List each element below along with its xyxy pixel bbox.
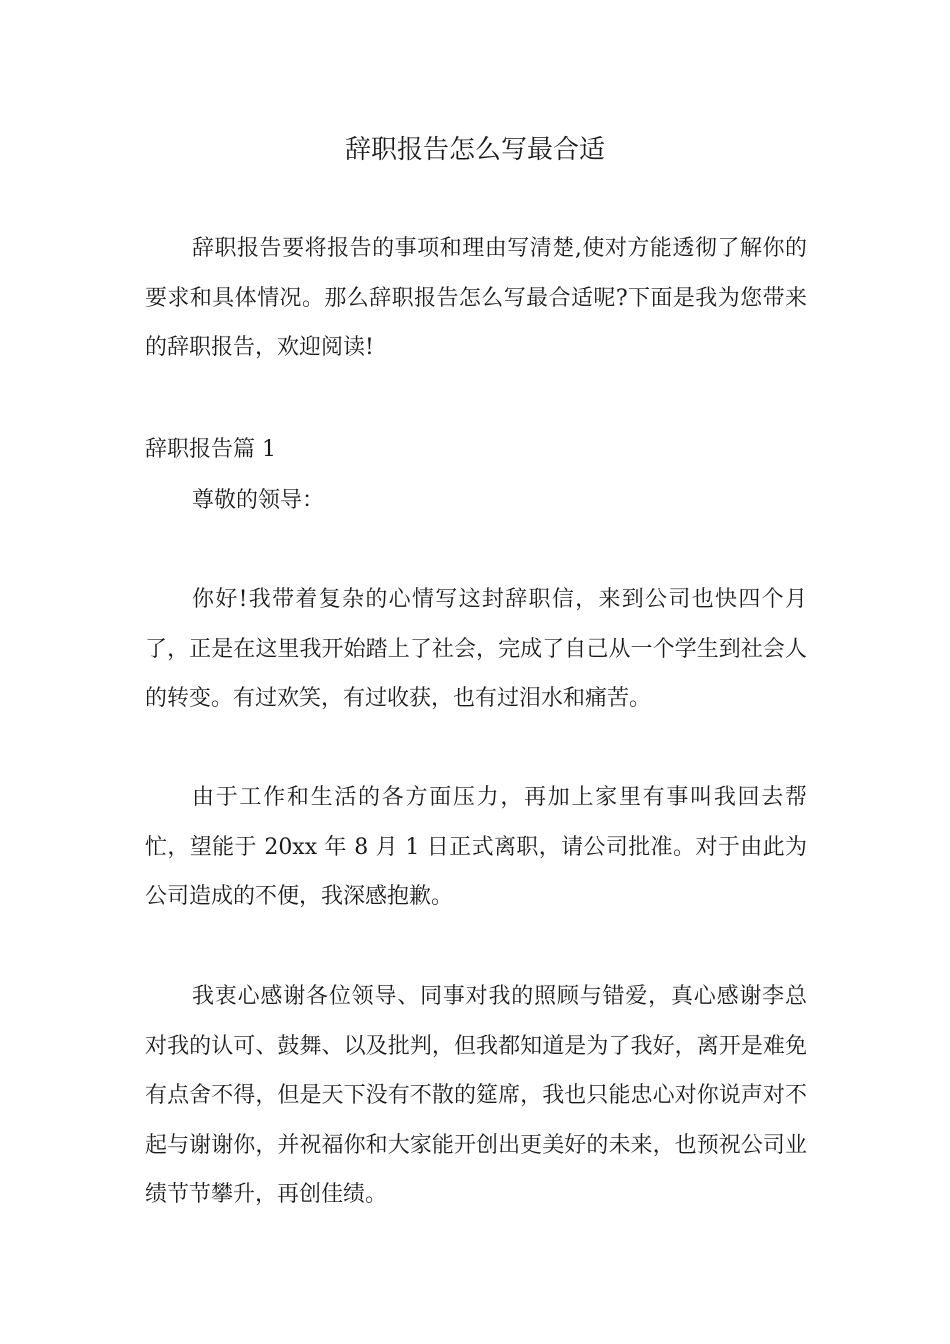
body-paragraph-3: 我衷心感谢各位领导、同事对我的照顾与错爱，真心感谢李总对我的认可、鼓舞、以及批判，但我都知道是为了我好，离开是难免有点舍不得，但是天下没有不散的筵席，我也只能忠心对你说声对不起与谢谢你，并祝福你和大家能开创出更美好的未来，也预祝公司业绩节节攀升，再创佳绩。 <box>145 984 807 1207</box>
body-paragraph-2: 由于工作和生活的各方面压力，再加上家里有事叫我回去帮忙，望能于 20xx 年 8 月 1 日正式离职，请公司批准。对于由此为公司造成的不便，我深感抱歉。 <box>145 785 807 909</box>
body-paragraph-1: 你好!我带着复杂的心情写这封辞职信，来到公司也快四个月了，正是在这里我开始踏上了社会，完成了自己从一个学生到社会人的转变。有过欢笑，有过收获，也有过泪水和痛苦。 <box>145 587 807 711</box>
salutation: 尊敬的领导： <box>192 488 325 513</box>
intro-paragraph: 辞职报告要将报告的事项和理由写清楚,使对方能透彻了解你的要求和具体情况。那么辞职报告怎么写最合适呢?下面是我为您带来的辞职报告，欢迎阅读! <box>145 236 807 360</box>
document-title: 辞职报告怎么写最合适 <box>344 135 605 165</box>
section-heading: 辞职报告篇 1 <box>145 437 276 462</box>
